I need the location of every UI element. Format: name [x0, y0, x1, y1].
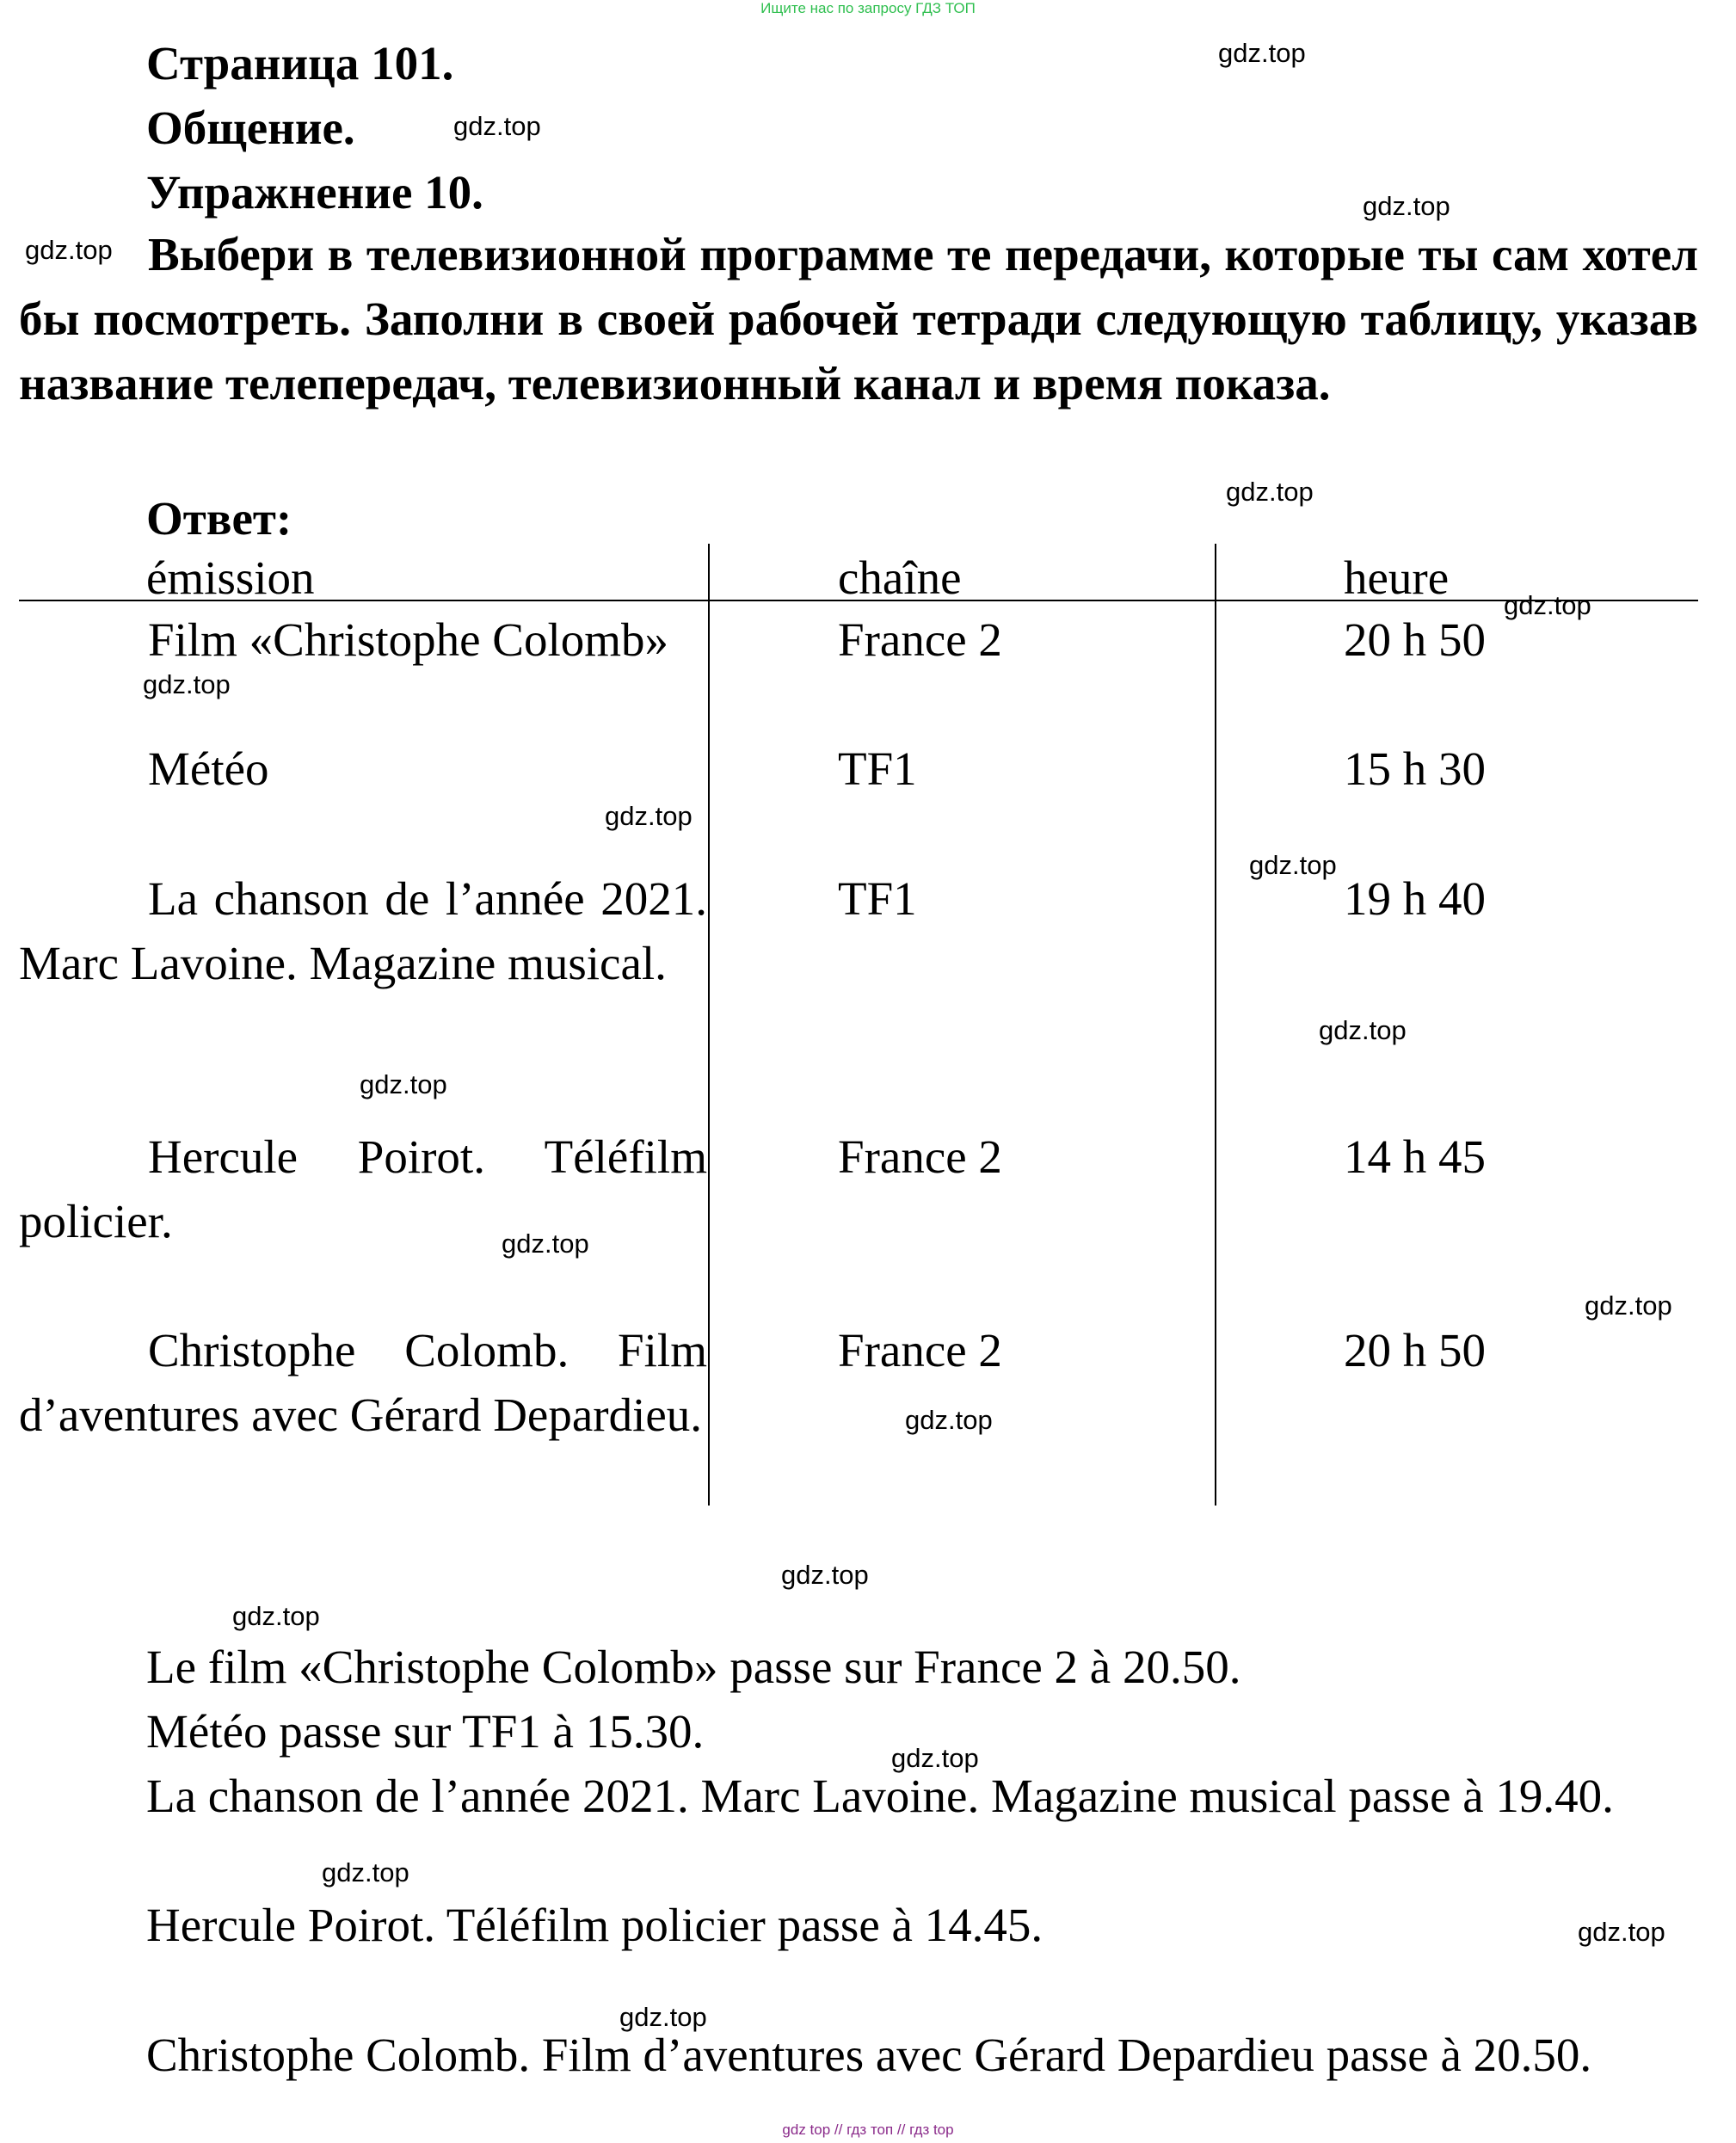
table-row-3-chaine: TF1	[838, 872, 917, 925]
table-row-2-heure: 15 h 30	[1344, 742, 1486, 795]
table-row-4-heure: 14 h 45	[1344, 1130, 1486, 1183]
table-row-5-emission: Christophe Colomb. Film d’aventures avec Gérard Depardieu.	[19, 1324, 707, 1441]
watermark: gdz.top	[619, 2002, 707, 2032]
watermark: gdz.top	[25, 235, 113, 265]
table-row-2-chaine: TF1	[838, 742, 917, 795]
table-header-emission: émission	[146, 551, 315, 604]
watermark: gdz.top	[1504, 590, 1591, 620]
table-row-5-heure: 20 h 50	[1344, 1324, 1486, 1376]
watermark: gdz.top	[1226, 477, 1314, 507]
watermark: gdz.top	[905, 1405, 993, 1435]
table-header-chaine: chaîne	[838, 551, 962, 604]
section-title: Общение.	[146, 102, 355, 154]
page-title: Страница 101.	[146, 37, 454, 89]
top-banner: Ищите нас по запросу ГДЗ ТОП	[760, 0, 976, 16]
table-row-1-heure: 20 h 50	[1344, 613, 1486, 666]
table-row-3-emission: La chanson de l’année 2021. Marc Lavoine. Magazine musical.	[19, 872, 707, 989]
watermark: gdz.top	[360, 1069, 447, 1099]
sentence-5: Christophe Colomb. Film d’aventures avec Gérard Depardieu passe à 20.50.	[146, 2029, 1592, 2081]
watermark: gdz.top	[322, 1857, 409, 1887]
table-header-heure: heure	[1344, 551, 1450, 604]
bottom-banner: gdz top // гдз топ // гдз top	[782, 2121, 954, 2138]
sentence-1: Le film «Christophe Colomb» passe sur France 2 à 20.50.	[146, 1641, 1241, 1693]
watermark: gdz.top	[1585, 1290, 1672, 1321]
table-column-divider-1	[708, 544, 710, 1506]
answer-label: Ответ:	[146, 492, 292, 545]
sentence-3: La chanson de l’année 2021. Marc Lavoine. Magazine musical passe à 19.40.	[146, 1770, 1614, 1822]
table-row-4-emission: Hercule Poirot. Téléfilm policier.	[19, 1130, 707, 1247]
table-row-1-chaine: France 2	[838, 613, 1002, 666]
watermark: gdz.top	[502, 1229, 589, 1259]
watermark: gdz.top	[1249, 850, 1337, 880]
task-text: Выбери в телевизионной программе те передачи, которые ты сам хотел бы посмотреть. Заполни в своей рабочей тетради следующую таблицу, указав название телепередач, телевизионный канал и время показа.	[19, 228, 1698, 410]
table-row-5-chaine: France 2	[838, 1324, 1002, 1376]
table-row-2-emission: Météo	[148, 742, 269, 795]
watermark: gdz.top	[891, 1743, 979, 1773]
watermark: gdz.top	[1319, 1015, 1407, 1045]
watermark: gdz.top	[781, 1560, 869, 1590]
watermark: gdz.top	[1363, 191, 1450, 221]
watermark: gdz.top	[453, 111, 541, 141]
watermark: gdz.top	[605, 801, 693, 831]
watermark: gdz.top	[143, 669, 231, 699]
sentence-2: Météo passe sur TF1 à 15.30.	[146, 1705, 705, 1758]
sentence-4: Hercule Poirot. Téléfilm policier passe à 14.45.	[146, 1899, 1043, 1951]
table-row-4-chaine: France 2	[838, 1130, 1002, 1183]
table-row-3-heure: 19 h 40	[1344, 872, 1486, 925]
table-row-1-emission: Film «Christophe Colomb»	[148, 613, 669, 666]
watermark: gdz.top	[1578, 1917, 1665, 1947]
watermark: gdz.top	[232, 1601, 320, 1631]
table-column-divider-2	[1215, 544, 1216, 1506]
watermark: gdz.top	[1218, 38, 1306, 68]
exercise-title: Упражнение 10.	[146, 166, 483, 219]
